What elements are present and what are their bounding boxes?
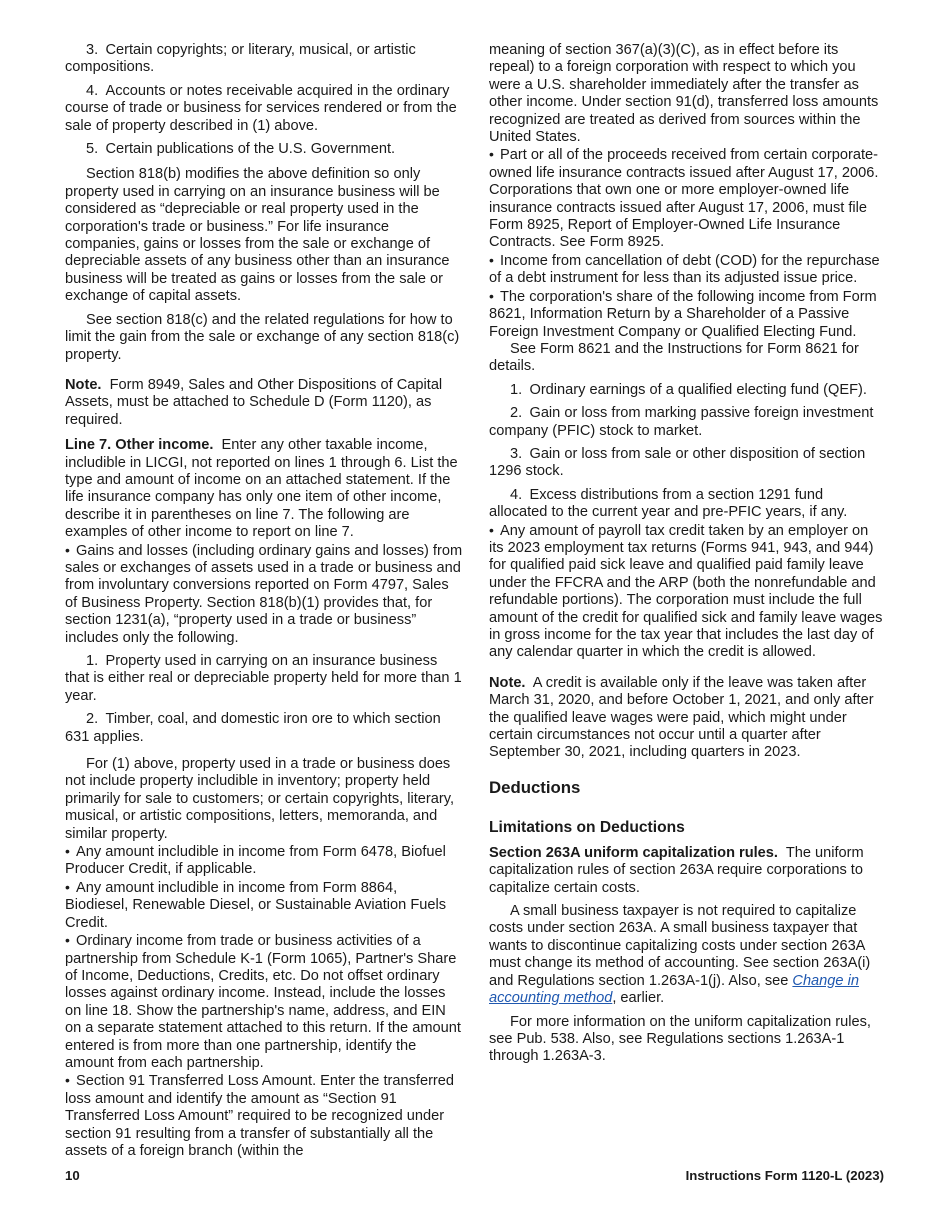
line7-text: Enter any other taxable income, includible in LICGI, not reported on lines 1 through 6. List the type and amount of income on an attached statement. If the life insurance company has only one item of other income, describe it in parentheses on line 7. The following are examples of other income to report on line 7.: [65, 437, 458, 541]
bullet-item: • Any amount includible in income from Form 8864, Biodiesel, Renewable Diesel, or Sustainable Aviation Fuels Credit.: [65, 879, 463, 932]
form-title-footer: Instructions Form 1120-L (2023): [685, 1168, 884, 1183]
paragraph: 3. Certain copyrights; or literary, musical, or artistic compositions.: [65, 42, 416, 76]
paragraph-text: A small business taxpayer is not required to capitalize costs under section 263A. A small business taxpayer that wants to discontinue capitalizing costs under section 263A must change its method of accounting. See section 263A(i) and Regulations section 1.263A-1(j). Also, see: [489, 903, 871, 989]
subheading-limitations: Limitations on Deductions: [489, 818, 685, 836]
paragraph: [489, 903, 885, 1007]
list-item: 1. Ordinary earnings of a qualified electing fund (QEF).: [510, 381, 867, 398]
line7-paragraph: [65, 437, 463, 541]
bullet-item: • Any amount of payroll tax credit taken by an employer on its 2023 employment tax returns (Forms 941, 943, and 944) for qualified paid sick leave and qualified paid family leave under the FFCRA and the ARP (both the nonrefundable and refundable portions). The corporation must include the full amount of the credit for qualified sick and family leave wages in gross income for the tax year that includes the last day of any calendar quarter in which the credit is allowed.: [489, 522, 885, 662]
bullet-item: • Section 91 Transferred Loss Amount. Enter the transferred loss amount and identify the amount as “Section 91 Transferred Loss Amount” required to be recognized under section 91 resulting from a transfer of substantially all the assets of a foreign branch (within the: [65, 1072, 463, 1160]
note-paragraph: [489, 675, 885, 762]
left-column: [65, 42, 463, 1160]
paragraph: See Form 8621 and the Instructions for Form 8621 for details.: [489, 340, 859, 375]
note-heading: Note.: [65, 376, 102, 393]
note-text: Form 8949, Sales and Other Dispositions of Capital Assets, must be attached to Schedule D (Form 1120), as required.: [65, 376, 443, 428]
paragraph: meaning of section 367(a)(3)(C), as in effect before its repeal) to a foreign corporation with respect to which you were a U.S. shareholder immediately after the transfer as other income. Under section 91(d), transferred loss amounts recognized are treated as derived from sources within the United States.: [489, 42, 879, 146]
paragraph: 4. Accounts or notes receivable acquired in the ordinary course of trade or business for services rendered or from the sale of property described in (1) above.: [65, 82, 457, 134]
note-text: A credit is available only if the leave was taken after March 31, 2020, and before October 1, 2021, and only after the qualified leave wages were paid, which might under certain circumstances not occur until a quarter after September 30, 2021, including quarters in 2023.: [489, 674, 874, 761]
right-column: [489, 42, 885, 1072]
paragraph: See section 818(c) and the related regulations for how to limit the gain from the sale or exchange of any section 818(c) property.: [65, 311, 460, 363]
paragraph: Section 818(b) modifies the above definition so only property used in carrying on an insurance business will be considered as “depreciable or real property used in the corporation's trade or business.” For life insurance companies, gains or losses from the sale or exchange of depreciable assets of any business other than an insurance business will be treated as gains or losses from the sale or exchange of capital assets.: [65, 166, 450, 305]
bullet-item: • Gains and losses (including ordinary gains and losses) from sales or exchanges of assets used in a trade or business and from involuntary conversions reported on Form 4797, Sales of Business Property. Section 818(b)(1) provides that, for section 1231(a), “property used in a trade or business” includes only the following.: [65, 542, 463, 647]
change-in-accounting-method-link[interactable]: Change in accounting method: [489, 972, 859, 1007]
bullet-item: • Any amount includible in income from Form 6478, Biofuel Producer Credit, if applicable.: [65, 843, 463, 879]
bullet-item: • The corporation's share of the following income from Form 8621, Information Return by a Shareholder of a Passive Foreign Investment Company or Qualified Electing Fund.: [489, 288, 885, 341]
section-heading-deductions: Deductions: [489, 777, 581, 797]
note-paragraph: [65, 377, 463, 429]
list-item: 1. Property used in carrying on an insurance business that is either real or depreciable property held for more than 1 year.: [65, 653, 462, 704]
bullet-item: • Income from cancellation of debt (COD) for the repurchase of a debt instrument for less than its adjusted issue price.: [489, 252, 885, 288]
list-item: 3. Gain or loss from sale or other disposition of section 1296 stock.: [489, 445, 866, 480]
list-item: 4. Excess distributions from a section 1291 fund allocated to the current year and pre-PFIC years, if any.: [489, 486, 848, 521]
bullet-item: • Part or all of the proceeds received from certain corporate-owned life insurance contracts issued after August 17, 2006. Corporations that own one or more employer-owned life insurance contracts issued after August 17, 2006, must file Form 8925, Report of Employer-Owned Life Insurance Contracts. See Form 8925.: [489, 146, 885, 251]
list-item: 2. Timber, coal, and domestic iron ore to which section 631 applies.: [65, 711, 441, 745]
unicap-paragraph: [489, 845, 885, 897]
list-item: 2. Gain or loss from marking passive foreign investment company (PFIC) stock to market.: [489, 405, 874, 439]
unicap-text: The uniform capitalization rules of section 263A require corporations to capitalize certain costs.: [489, 844, 864, 896]
paragraph-text-end: , earlier.: [612, 990, 665, 1007]
note-heading: Note.: [489, 674, 526, 691]
unicap-heading: Section 263A uniform capitalization rules.: [489, 844, 778, 861]
paragraph: For more information on the uniform capitalization rules, see Pub. 538. Also, see Regulations sections 1.263A-1 through 1.263A-3.: [489, 1013, 871, 1065]
bullet-item: • Ordinary income from trade or business activities of a partnership from Schedule K-1 (Form 1065), Partner's Share of Income, Deductions, Credits, etc. Do not offset ordinary losses against ordinary income. Instead, include the losses on line 18. Show the partnership's name, address, and EIN on a separate statement attached to this return. If the amount entered is from more than one partnership, identify the amount from each partnership.: [65, 932, 463, 1072]
line7-heading: Line 7. Other income.: [65, 437, 214, 454]
paragraph: For (1) above, property used in a trade or business does not include property includible in inventory; property held primarily for sale to customers; or certain copyrights, literary, musical, or artistic compositions, letters, memoranda, and similar property.: [65, 756, 455, 842]
page-number: 10: [65, 1168, 80, 1183]
paragraph: 5. Certain publications of the U.S. Government.: [86, 141, 396, 158]
